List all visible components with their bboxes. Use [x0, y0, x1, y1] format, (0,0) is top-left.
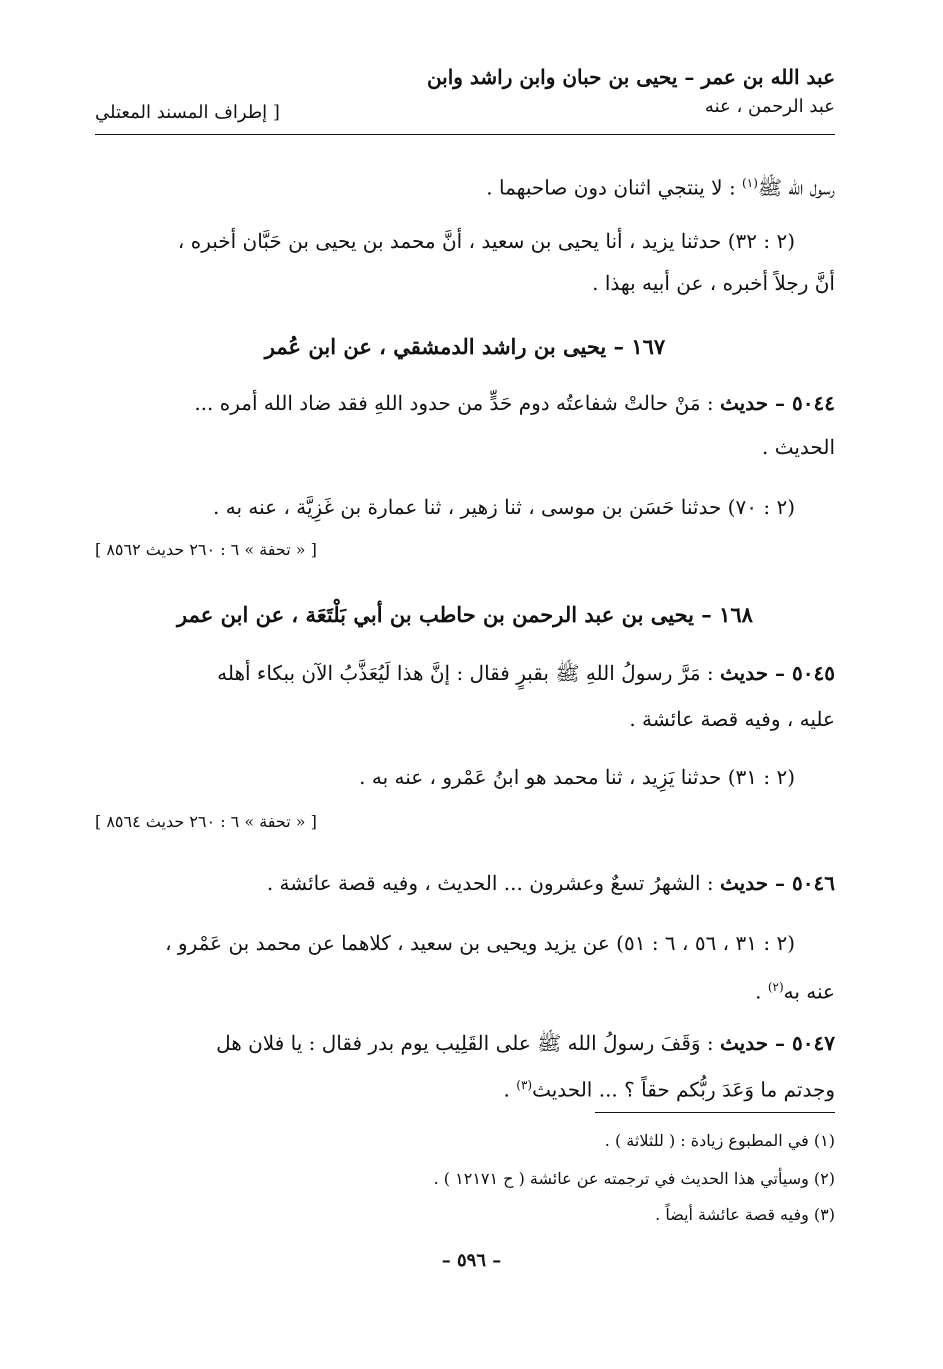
section-heading-167: ١٦٧ – يحيى بن راشد الدمشقي ، عن ابن عُمر	[264, 334, 666, 359]
isnad-5046: (٢ : ٣١ ، ٥٦ ، ٦ : ٥١) عن يزيد ويحيى بن سعيد ، كلاهما عن محمد بن عَمْرو ،	[165, 931, 795, 955]
running-header	[95, 62, 835, 138]
hadith-number: ٥٠٤٤ – حديث	[720, 391, 835, 415]
hadith-text: : مَرَّ رسولُ اللهِ ﷺ بقبرٍ فقال : إنَّ هذا لَيُعَذَّبُ الآن ببكاء أهله	[217, 661, 714, 685]
text-segment: وجدتم ما وَعَدَ ربُّكم حقاً ؟ ... الحديث	[532, 1077, 835, 1102]
header-title: عبد الله بن عمر – يحيى بن حبان وابن راشد وابن	[426, 65, 835, 89]
header-book-title: [ إطراف المسند المعتلي	[95, 102, 280, 123]
footnote-1: (١) في المطبوع زيادة : ( للثلاثة ) .	[604, 1131, 835, 1150]
isnad-5044: (٢ : ٧٠) حدثنا حَسَن بن موسى ، ثنا زهير ، ثنا عمارة بن غَزِيَّة ، عنه به .	[213, 495, 795, 519]
hadith-number: ٥٠٤٦ – حديث	[720, 871, 835, 895]
hadith-text: : وَقَفَ رسولُ الله ﷺ على القَلِيب يوم بدر فقال : يا فلان هل	[216, 1031, 714, 1055]
text-segment: رسول الله ﷺ	[757, 175, 835, 200]
hadith-text: : الشهرُ تسعٌ وعشرون ... الحديث ، وفيه قصة عائشة .	[266, 871, 714, 895]
hadith-5044-cont: الحديث .	[762, 435, 835, 459]
text-segment: .	[503, 1077, 510, 1102]
header-rule	[95, 134, 835, 135]
hadith-number: ٥٠٤٧ – حديث	[720, 1031, 835, 1055]
footnote-marker-2: (٢)	[767, 980, 784, 994]
header-subtitle: عبد الرحمن ، عنه	[704, 96, 835, 117]
isnad-line: (٢ : ٣٢) حدثنا يزيد ، أنا يحيى بن سعيد ، أنَّ محمد بن يحيى بن حَبَّان أخبره ،	[177, 229, 795, 253]
header-right	[427, 62, 835, 122]
hadith-5045	[95, 656, 835, 690]
section-heading-168: ١٦٨ – يحيى بن عبد الرحمن بن حاطب بن أبي بَلْتَعَة ، عن ابن عمر	[177, 602, 753, 627]
footnote-marker-1: (١)	[742, 176, 758, 190]
footnote-2: (٢) وسيأتي هذا الحديث في ترجمته عن عائشة ( ح ١٢١٧١ ) .	[433, 1169, 835, 1188]
isnad-5045: (٢ : ٣١) حدثنا يَزِيد ، ثنا محمد هو ابنُ عَمْرو ، عنه به .	[359, 765, 795, 789]
hadith-5044	[95, 386, 835, 420]
isnad-5046-cont	[95, 970, 835, 1009]
hadith-5047	[95, 1026, 835, 1060]
hadith-number: ٥٠٤٥ – حديث	[720, 661, 835, 685]
tuhfa-reference-2: [ « تحفة » ٦ : ٢٦٠ حديث ٨٥٦٤ ]	[95, 812, 317, 831]
hadith-text: : مَنْ حالتْ شفاعتُه دوم حَدٍّ من حدود اللهِ فقد ضاد الله أمره ...	[194, 391, 714, 415]
footnote-3: (٣) وفيه قصة عائشة أيضاً .	[655, 1205, 835, 1224]
text-segment: عنه به	[783, 979, 835, 1004]
text-segment: .	[755, 979, 762, 1004]
text-line-1	[95, 166, 835, 205]
hadith-5046	[95, 866, 835, 900]
text-segment: : لا ينتجي اثنان دون صاحبهما .	[486, 175, 736, 200]
tuhfa-reference-1: [ « تحفة » ٦ : ٢٦٠ حديث ٨٥٦٢ ]	[95, 540, 317, 559]
hadith-5045-cont: عليه ، وفيه قصة عائشة .	[629, 707, 835, 731]
page-number: – ٥٩٦ –	[441, 1250, 502, 1271]
footnote-marker-3: (٣)	[516, 1078, 533, 1092]
isnad-line-cont: أنَّ رجلاً أخبره ، عن أبيه بهذا .	[592, 271, 835, 295]
footnote-rule	[595, 1112, 835, 1113]
hadith-5047-cont	[95, 1068, 835, 1107]
